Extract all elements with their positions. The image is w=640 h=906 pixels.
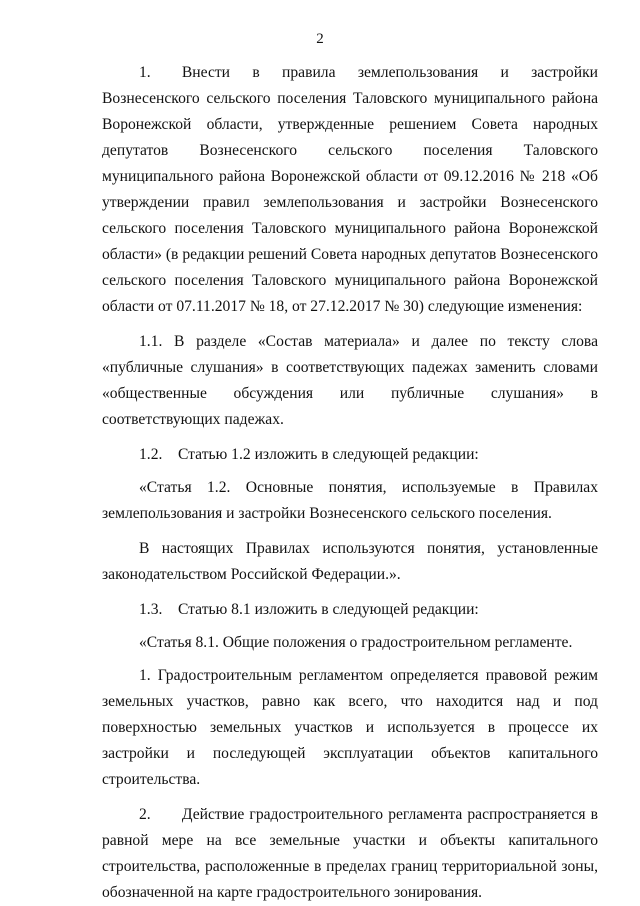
paragraph-item-1-1: 1.1. В разделе «Состав материала» и далее по тексту слова «публичные слушания» в соответствующих падежах заменить словами «общественные обсуждения или публичные слушания» в соответствующих падежах. [102, 333, 598, 428]
page-number: 2 [316, 31, 324, 47]
paragraph-item-1-2: 1.2. Статью 1.2 изложить в следующей редакции: [139, 446, 479, 463]
paragraph-item-1-3: 1.3. Статью 8.1 изложить в следующей редакции: [139, 601, 479, 618]
document-body [102, 60, 598, 906]
paragraph-article-1-2-body: В настоящих Правилах используются понятия, установленные законодательством Российской Федерации.». [102, 540, 598, 583]
paragraph-item-1: 1. Внести в правила землепользования и застройки Вознесенского сельского поселения Таловского муниципального района Воронежской области, утвержденные решением Совета народных депутатов Вознесенского сельского поселения Таловского муниципального района Воронежской области от 09.12.2016 № 218 «Об утверждении правил землепользования и застройки Вознесенского сельского поселения Таловского муниципального района Воронежской области» (в редакции решений Совета народных депутатов Вознесенского сельского поселения Таловского муниципального района Воронежской области от 07.11.2017 № 18, от 27.12.2017 № 30) следующие изменения: [102, 64, 598, 315]
paragraph-article-8-1-point-1: 1. Градостроительным регламентом определяется правовой режим земельных участков, равно как всего, что находится над и под поверхностью земельных участков и используется в процессе их застройки и последующей эксплуатации объектов капитального строительства. [102, 667, 598, 788]
paragraph-article-1-2-title: «Статья 1.2. Основные понятия, используемые в Правилах землепользования и застройки Вознесенского сельского поселения. [102, 479, 598, 522]
paragraph-article-8-1-point-2: 2. Действие градостроительного регламента распространяется в равной мере на все земельные участки и объекты капитального строительства, расположенные в пределах границ территориальной зоны, обозначенной на карте градостроительного зонирования. [102, 806, 598, 901]
paragraph-article-8-1-title: «Статья 8.1. Общие положения о градостроительном регламенте. [139, 634, 573, 651]
